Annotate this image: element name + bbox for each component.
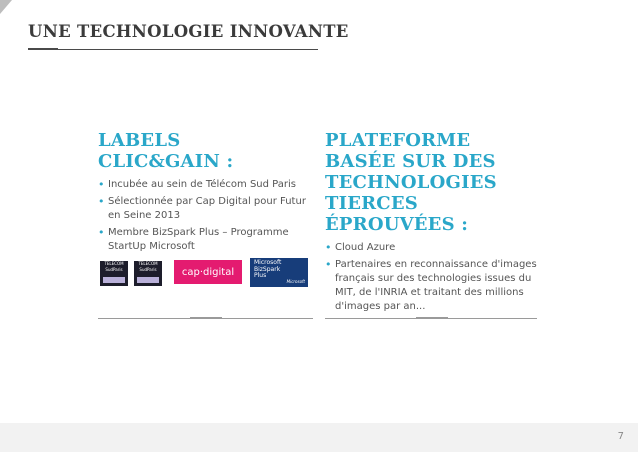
platform-title-line: PLATEFORME xyxy=(325,130,471,151)
list-item xyxy=(325,258,540,314)
bullet-icon: • xyxy=(325,258,332,271)
title-underline xyxy=(28,49,318,50)
list-item-text: Incubée au sein de Télécom Sud Paris xyxy=(108,179,296,190)
labels-list xyxy=(98,178,313,254)
page-title: UNE TECHNOLOGIE INNOVANTE xyxy=(28,22,349,41)
partner-logos xyxy=(98,258,313,288)
list-item-text: Partenaires en reconnaissance d'images français sur des technologies issues du MIT, de l'INRIA et traitant des millions d'images par an... xyxy=(335,259,537,312)
labels-title-line: CLIC&GAIN : xyxy=(98,151,234,172)
platform-title-line: ÉPROUVÉES : xyxy=(325,214,469,235)
title-underline-accent xyxy=(28,48,58,50)
list-item-text: Cloud Azure xyxy=(335,242,396,253)
labels-column xyxy=(98,130,313,257)
bullet-icon: • xyxy=(98,195,105,208)
bullet-icon: • xyxy=(325,241,332,254)
bizspark-logo: Microsoft BizSpark Plus Microsoft xyxy=(250,258,308,287)
logo-flag xyxy=(103,277,125,283)
labels-title xyxy=(98,130,313,172)
platform-title-line: TIERCES xyxy=(325,193,418,214)
platform-list xyxy=(325,241,540,314)
cap-digital-logo: cap·digital xyxy=(174,260,242,284)
list-item xyxy=(98,226,313,254)
page-number: 7 xyxy=(617,431,624,442)
bullet-icon: • xyxy=(98,226,105,239)
bullet-icon: • xyxy=(98,178,105,191)
list-item-text: Sélectionnée par Cap Digital pour Futur en Seine 2013 xyxy=(108,196,306,221)
logo-flag xyxy=(137,277,159,283)
platform-title xyxy=(325,130,540,235)
platform-column xyxy=(325,130,540,317)
labels-title-line: LABELS xyxy=(98,130,181,151)
telecom-sudparis-logo: TELECOM SudParis xyxy=(134,261,162,286)
list-item-text: Membre BizSpark Plus – Programme StartUp Microsoft xyxy=(108,227,289,252)
list-item xyxy=(325,241,540,255)
column-divider-right-accent xyxy=(416,317,448,319)
telecom-sudparis-logo: TELECOM SudParis xyxy=(100,261,128,286)
column-divider-left-accent xyxy=(190,317,222,319)
corner-mark xyxy=(0,0,12,14)
platform-title-line: BASÉE SUR DES xyxy=(325,151,496,172)
list-item xyxy=(98,178,313,192)
list-item xyxy=(98,195,313,223)
footer-band xyxy=(0,423,638,452)
platform-title-line: TECHNOLOGIES xyxy=(325,172,497,193)
